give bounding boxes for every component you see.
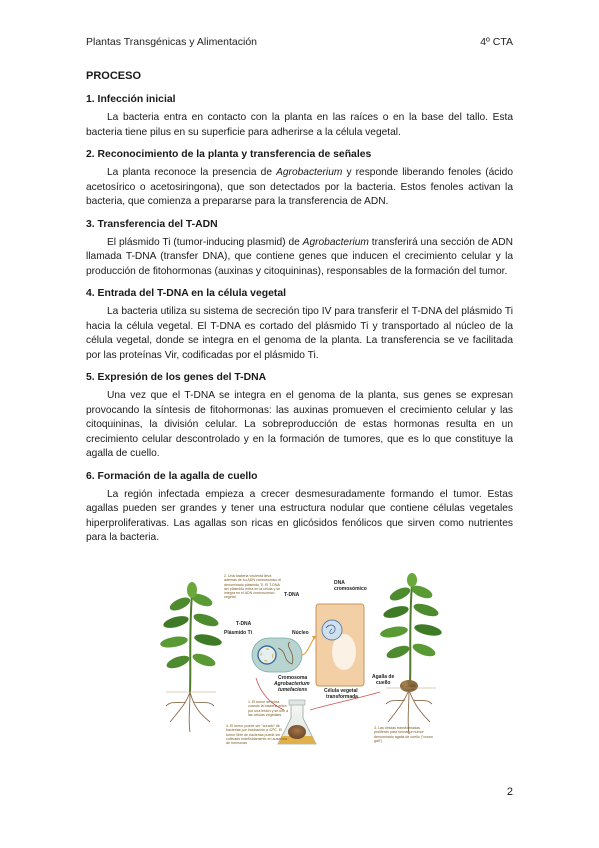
label-gall-2: cuello	[376, 680, 391, 686]
section-paragraph	[86, 389, 513, 462]
left-plant-illustration	[160, 582, 223, 732]
label-nucleus: Núcleo	[292, 630, 309, 636]
section-paragraph	[86, 236, 513, 280]
label-tdna-left: T-DNA	[236, 621, 252, 627]
label-tdna-top: T-DNA	[284, 592, 300, 598]
label-transformed-cell-1: Célula vegetal	[324, 688, 358, 694]
caption-box-1	[248, 700, 292, 720]
section-heading: 6. Formación de la agalla de cuello	[86, 470, 258, 482]
page-number: 2	[506, 786, 513, 798]
section	[86, 470, 513, 546]
infection-diagram	[160, 572, 444, 752]
text-run: La bacteria entra en contacto con la planta en las raíces o en la base del tallo. Esta bacteria tiene pilus en su superficie para adherirse a la célula vegetal.	[86, 112, 513, 138]
label-agrobacterium: Agrobacterium	[274, 681, 310, 687]
plant-cell	[316, 604, 364, 686]
agrobacterium-infection-figure	[160, 572, 444, 752]
section-paragraph	[86, 488, 513, 546]
text-run: transferirá una sección de ADN llamada T-DNA (transfer DNA), que contiene genes que inducen el crecimiento celular y la producción de fitohormonas (auxinas y citoquininas), responsables de la formación del tumor.	[86, 236, 513, 277]
italic-term: Agrobacterium	[302, 236, 369, 248]
section-heading: 1. Infección inicial	[86, 94, 176, 105]
section	[86, 371, 513, 462]
section	[86, 148, 513, 210]
caption-4: 4. El tumor puede ser "curado" de bacterias por incubación a 42ºC. El tumor libre de bacterias puede ser cultivado indefinidamente en ausencia de hormonas	[226, 724, 287, 746]
section-paragraph	[86, 305, 513, 363]
caption-box-4	[226, 724, 288, 751]
caption-box-2	[224, 574, 282, 604]
section-heading: 4. Entrada del T-DNA en la célula vegetal	[86, 288, 286, 299]
section	[86, 218, 513, 280]
caption-2: 2. Una bacteria virulenta lleva además de su ADN cromosómico el denominado plásmido Ti. El T-DNA del plásmido entra en la célula y se integra en el ADN cromosómico vegetal	[224, 574, 282, 600]
caption-3: 3. Las células transformadas proliferan para formar un tumor denominado agalla de cuello ("crown gall")	[374, 726, 433, 743]
section-heading: 5. Expresión de los genes del T-DNA	[86, 372, 267, 383]
running-header-title: Plantas Transgénicas y Alimentación	[86, 36, 258, 48]
text-run: El plásmido Ti (tumor-inducing plasmid) de	[107, 236, 303, 248]
label-tumefaciens: tumefaciens	[278, 687, 308, 693]
text-run: La planta reconoce la presencia de	[107, 167, 277, 178]
section-paragraph	[86, 111, 513, 140]
document-body	[86, 70, 513, 554]
text-run: La región infectada empieza a crecer desmesuradamente formando el tumor. Estas agallas pueden ser grandes y tener una estructura nodular que contiene células vegetales hiperproliferativas. Las agallas son ricas en glicósidos fenólicos que sirven como nutrientes para la bacteria.	[86, 488, 513, 543]
text-run: y responde liberando fenoles (ácido acetosírico o acetosiringona), que son detectados por la bacteria. Estos fenoles activan la bacteria, que comienza a prepararse para la transferencia de ADN.	[86, 167, 513, 207]
page-title: PROCESO	[86, 70, 142, 82]
section	[86, 93, 513, 140]
label-gall-1: Agalla de	[372, 674, 395, 680]
label-chromosome: Cromosoma	[278, 675, 308, 681]
running-header-course: 4º CTA	[480, 36, 513, 48]
text-run: Una vez que el T-DNA se integra en el genoma de la planta, sus genes se expresan provocando la síntesis de fitohormonas: las auxinas promueven el crecimiento celular y las citoquininas, la división celular. La sobreproducción de estas hormonas resulta en un crecimiento celular descontrolado y en la formación de tumores, que es lo que constituye la agalla de cuello.	[86, 390, 513, 459]
label-chromosomal: cromosómico	[334, 586, 367, 592]
agrobacterium-cell	[252, 638, 302, 672]
section-paragraph	[86, 166, 513, 210]
label-transformed-cell-2: transformada	[326, 694, 358, 700]
label-dna: DNA	[334, 580, 345, 586]
caption-box-3	[374, 726, 434, 750]
section-heading: 3. Transferencia del T-ADN	[86, 218, 218, 230]
italic-term: Agrobacterium	[276, 167, 343, 178]
sections-container	[86, 93, 513, 546]
label-ti-plasmid: Plásmido Ti	[224, 630, 252, 636]
section	[86, 287, 513, 363]
text-run: La bacteria utiliza su sistema de secreción tipo IV para transferir el T-DNA del plásmido Ti hacia la célula vegetal. El T-DNA es cortado del plásmido Ti y transportado al núcleo de la célula vegetal, donde se integra en el genoma de la planta. La transferencia se ve facilitada por las proteínas Vir, codificadas por el plásmido Ti.	[86, 306, 513, 361]
section-heading: 2. Reconocimiento de la planta y transferencia de señales	[86, 149, 372, 160]
right-plant-with-crown-gall	[379, 573, 442, 734]
caption-1: 1. El tumor se inicia cuando la bacteria entra por una lesión y se une a las células vegetales	[248, 700, 289, 717]
